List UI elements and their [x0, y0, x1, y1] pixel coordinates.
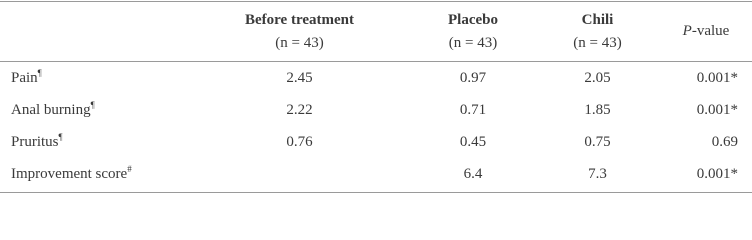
footnote-mark: # [127, 163, 132, 174]
row-label-text: Pain [11, 69, 38, 86]
cell-before: 2.22 [286, 101, 313, 118]
header-empty [0, 2, 188, 61]
header-p-italic: P [682, 23, 692, 39]
row-label [0, 61, 188, 94]
cell-p-value: 0.69 [711, 133, 738, 150]
table-row [0, 126, 752, 158]
cell-p-value: 0.001* [696, 69, 738, 86]
header-title: Placebo [448, 11, 498, 28]
header-subtitle: (n = 43) [275, 34, 324, 51]
cell-placebo: 0.97 [459, 69, 487, 86]
header-p-rest: -value [691, 23, 730, 39]
cell-before [188, 158, 411, 190]
results-table [0, 2, 752, 190]
header-title: Chili [581, 11, 614, 28]
table-row [0, 61, 752, 94]
table-row [0, 158, 752, 190]
cell-chili: 7.3 [588, 165, 607, 182]
row-label-text: Improvement score [11, 165, 128, 182]
header-title: Before treatment [245, 11, 354, 28]
table-header [0, 2, 752, 61]
header-subtitle: (n = 43) [573, 34, 622, 51]
footnote-mark: ¶ [37, 67, 42, 78]
cell-chili: 1.85 [584, 101, 611, 118]
cell-p-value: 0.001* [696, 165, 738, 182]
header-p-value [660, 2, 752, 61]
footnote-mark: ¶ [90, 99, 95, 110]
cell-placebo: 6.4 [463, 165, 483, 182]
cell-before: 2.45 [286, 69, 313, 86]
cell-before: 0.76 [286, 133, 313, 150]
header-before-treatment [188, 2, 411, 61]
cell-chili: 2.05 [584, 69, 611, 86]
table-body [0, 61, 752, 190]
header-chili [535, 2, 660, 61]
cell-placebo: 0.45 [459, 133, 487, 150]
header-placebo [411, 2, 535, 61]
row-label [0, 126, 188, 158]
row-label [0, 158, 188, 190]
cell-p-value: 0.001* [696, 101, 738, 118]
row-label-text: Pruritus [11, 133, 59, 150]
row-label [0, 94, 188, 126]
header-subtitle: (n = 43) [448, 34, 498, 51]
cell-chili: 0.75 [584, 133, 611, 150]
footnote-mark: ¶ [58, 131, 63, 142]
bottom-rule [0, 192, 752, 193]
row-label-text: Anal burning [11, 101, 91, 118]
cell-placebo: 0.71 [459, 101, 487, 118]
table-row [0, 94, 752, 126]
